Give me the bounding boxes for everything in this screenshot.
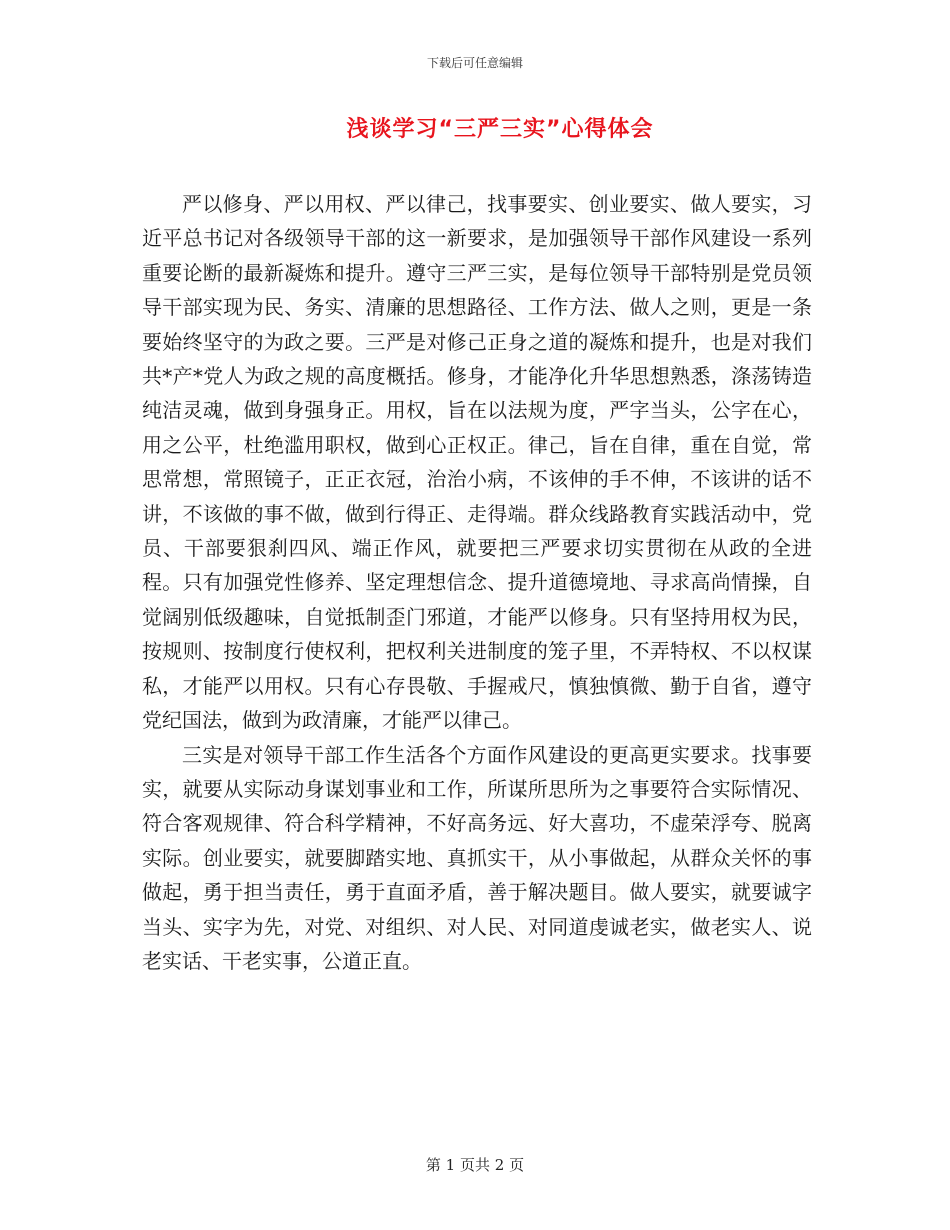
paragraph: 三实是对领导干部工作生活各个方面作风建设的更高更实要求。找事要实，就要从实际动身谋划事业和工作，所谋所思所为之事要符合实际情况、符合客观规律、符合科学精神，不好高务远、好大喜功，不虚荣浮夸、脱离实际。创业要实，就要脚踏实地、真抓实干，从小事做起，从群众关怀的事做起，勇于担当责任，勇于直面矛盾，善于解决题目。做人要实，就要诚字当头、实字为先，对党、对组织、对人民、对同道虔诚老实，做老实人、说老实话、干老实事，公道正直。 — [142, 742, 812, 973]
document-title: 浅谈学习“三严三实”心得体会 — [346, 117, 654, 142]
document-body — [142, 187, 812, 978]
paragraph: 严以修身、严以用权、严以律己，找事要实、创业要实、做人要实，习近平总书记对各级领导干部的这一新要求，是加强领导干部作风建设一系列重要论断的最新凝炼和提升。遵守三严三实，是每位领导干部特别是党员领导干部实现为民、务实、清廉的思想路径、工作方法、做人之则，更是一条要始终坚守的为政之要。三严是对修己正身之道的凝炼和提升，也是对我们共*产*党人为政之规的高度概括。修身，才能净化升华思想熟悉，涤荡铸造纯洁灵魂，做到身强身正。用权，旨在以法规为度，严字当头，公字在心，用之公平，杜绝滥用职权，做到心正权正。律己，旨在自律，重在自觉，常思常想，常照镜子，正正衣冠，治治小病，不该伸的手不伸，不该讲的话不讲，不该做的事不做，做到行得正、走得端。群众线路教育实践活动中，党员、干部要狠刹四风、端正作风，就要把三严要求切实贯彻在从政的全进程。只有加强党性修养、坚定理想信念、提升道德境地、寻求高尚情操，自觉阔别低级趣味，自觉抵制歪门邪道，才能严以修身。只有坚持用权为民，按规则、按制度行使权利，把权利关进制度的笼子里，不弄特权、不以权谋私，才能严以用权。只有心存畏敬、手握戒尺，慎独慎微、勤于自省，遵守党纪国法，做到为政清廉，才能严以律己。 — [142, 192, 812, 733]
page-indicator: 第 1 页共 2 页 — [425, 1156, 525, 1174]
header-note: 下载后可任意编辑 — [426, 56, 523, 70]
